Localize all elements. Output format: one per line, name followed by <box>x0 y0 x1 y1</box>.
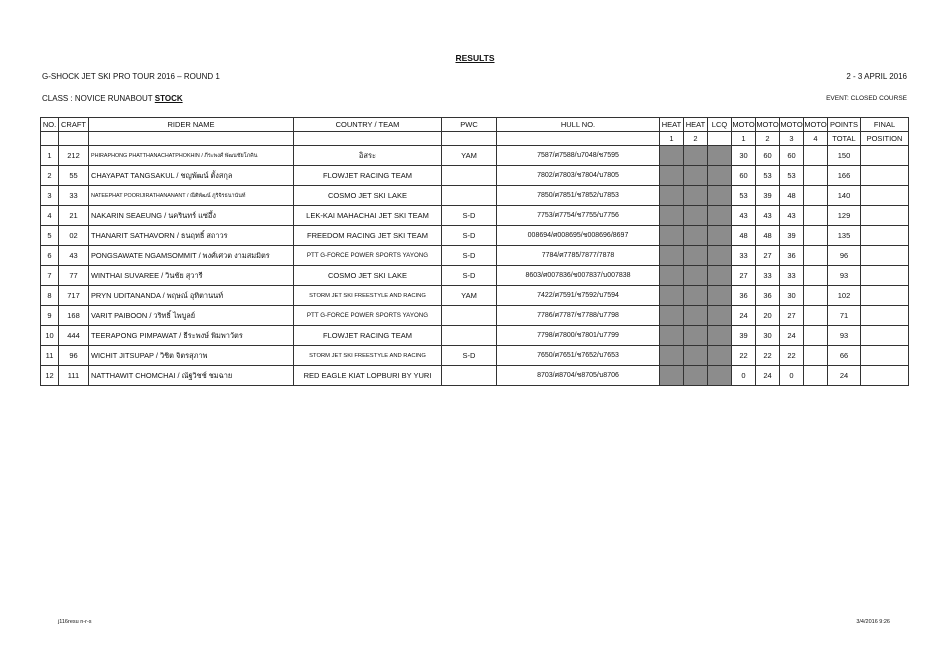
cell-moto1: 33 <box>732 246 756 266</box>
cell-points: 96 <box>828 246 861 266</box>
cell-final <box>861 226 909 246</box>
col-pwc: PWC <box>442 118 497 132</box>
cell-heat1 <box>660 226 684 246</box>
cell-moto2: 20 <box>756 306 780 326</box>
cell-country: LEK-KAI MAHACHAI JET SKI TEAM <box>294 206 442 226</box>
cell-heat2 <box>684 206 708 226</box>
cell-points: 71 <box>828 306 861 326</box>
cell-points: 135 <box>828 226 861 246</box>
cell-moto2: 24 <box>756 366 780 386</box>
cell-lcq <box>708 246 732 266</box>
cell-final <box>861 146 909 166</box>
cell-pwc <box>442 366 497 386</box>
col-moto1-sub: 1 <box>732 132 756 146</box>
cell-hull: 7786/ศ7787/ช7788/บ7798 <box>497 306 660 326</box>
page-title: RESULTS <box>455 53 495 63</box>
col-no-sub <box>41 132 59 146</box>
cell-craft: 77 <box>59 266 89 286</box>
cell-country: อิสระ <box>294 146 442 166</box>
cell-heat2 <box>684 186 708 206</box>
cell-moto2: 43 <box>756 206 780 226</box>
col-country: COUNTRY / TEAM <box>294 118 442 132</box>
col-rider-sub <box>89 132 294 146</box>
cell-moto1: 0 <box>732 366 756 386</box>
cell-moto1: 27 <box>732 266 756 286</box>
col-lcq: LCQ <box>708 118 732 132</box>
cell-rider: WICHIT JITSUPAP / วิชิต จิตรสุภาพ <box>89 346 294 366</box>
table-row <box>41 186 909 206</box>
cell-moto4 <box>804 326 828 346</box>
cell-points: 150 <box>828 146 861 166</box>
table-row <box>41 266 909 286</box>
col-no: NO. <box>41 118 59 132</box>
cell-moto4 <box>804 186 828 206</box>
cell-moto3: 36 <box>780 246 804 266</box>
cell-heat1 <box>660 166 684 186</box>
cell-moto3: 39 <box>780 226 804 246</box>
cell-lcq <box>708 186 732 206</box>
cell-rider: NATEEPHAT POORIJIRATHANANANT / ณีติพัฒน์ ภูริจิรธนานันท์ <box>89 186 294 206</box>
cell-lcq <box>708 346 732 366</box>
cell-craft: 168 <box>59 306 89 326</box>
cell-pwc <box>442 326 497 346</box>
cell-craft: 212 <box>59 146 89 166</box>
col-moto1: MOTO <box>732 118 756 132</box>
cell-lcq <box>708 286 732 306</box>
cell-pwc: S-D <box>442 206 497 226</box>
cell-moto1: 30 <box>732 146 756 166</box>
cell-moto3: 24 <box>780 326 804 346</box>
cell-moto1: 24 <box>732 306 756 326</box>
cell-moto4 <box>804 206 828 226</box>
cell-craft: 444 <box>59 326 89 346</box>
cell-country: STORM JET SKI FREESTYLE AND RACING <box>294 346 442 366</box>
cell-moto3: 22 <box>780 346 804 366</box>
cell-pwc: S-D <box>442 346 497 366</box>
table-row <box>41 166 909 186</box>
cell-moto2: 27 <box>756 246 780 266</box>
col-pwc-sub <box>442 132 497 146</box>
class-prefix: CLASS : NOVICE RUNABOUT <box>42 94 155 103</box>
cell-moto1: 48 <box>732 226 756 246</box>
cell-moto4 <box>804 246 828 266</box>
cell-heat1 <box>660 346 684 366</box>
table-row <box>41 346 909 366</box>
cell-moto4 <box>804 226 828 246</box>
cell-moto2: 36 <box>756 286 780 306</box>
cell-moto4 <box>804 366 828 386</box>
footer-file-ref: j116resu n-r-s <box>58 619 92 625</box>
cell-country: RED EAGLE KIAT LOPBURI BY YURI <box>294 366 442 386</box>
col-hull: HULL NO. <box>497 118 660 132</box>
class-stock: STOCK <box>154 94 183 103</box>
cell-hull: 7784/ศ7785/7877/7878 <box>497 246 660 266</box>
cell-no: 12 <box>41 366 59 386</box>
cell-country: FLOWJET RACING TEAM <box>294 166 442 186</box>
cell-points: 102 <box>828 286 861 306</box>
cell-no: 11 <box>41 346 59 366</box>
cell-hull: 8603/ศ007836/ช007837/บ007838 <box>497 266 660 286</box>
cell-lcq <box>708 146 732 166</box>
cell-craft: 55 <box>59 166 89 186</box>
cell-craft: 33 <box>59 186 89 206</box>
cell-moto2: 39 <box>756 186 780 206</box>
cell-lcq <box>708 306 732 326</box>
cell-lcq <box>708 266 732 286</box>
col-points-sub: TOTAL <box>828 132 861 146</box>
cell-no: 7 <box>41 266 59 286</box>
cell-heat1 <box>660 146 684 166</box>
col-hull-sub <box>497 132 660 146</box>
cell-heat1 <box>660 266 684 286</box>
col-lcq-sub <box>708 132 732 146</box>
table-row <box>41 306 909 326</box>
col-moto3-sub: 3 <box>780 132 804 146</box>
cell-pwc: S-D <box>442 266 497 286</box>
cell-craft: 02 <box>59 226 89 246</box>
cell-rider: THANARIT SATHAVORN / ธนฤทธิ์ สถาวร <box>89 226 294 246</box>
cell-points: 93 <box>828 266 861 286</box>
col-heat2-sub: 2 <box>684 132 708 146</box>
cell-rider: NAKARIN SEAEUNG / นครินทร์ แซ่อึ้ง <box>89 206 294 226</box>
cell-heat1 <box>660 286 684 306</box>
cell-craft: 96 <box>59 346 89 366</box>
col-craft-sub <box>59 132 89 146</box>
cell-pwc: S-D <box>442 246 497 266</box>
cell-rider: PHIRAPHONG PHATTHANACHATPHOKHIN / ภีระพงศ์ พัฒนชัยโภคิน <box>89 146 294 166</box>
cell-final <box>861 266 909 286</box>
event-date: 2 - 3 APRIL 2016 <box>846 72 907 81</box>
col-rider: RIDER NAME <box>89 118 294 132</box>
table-row <box>41 226 909 246</box>
cell-moto1: 53 <box>732 186 756 206</box>
cell-hull: 7802/ศ7803/ช7804/บ7805 <box>497 166 660 186</box>
cell-heat1 <box>660 206 684 226</box>
cell-moto2: 30 <box>756 326 780 346</box>
cell-heat2 <box>684 246 708 266</box>
cell-moto2: 53 <box>756 166 780 186</box>
cell-country: FREEDOM RACING JET SKI TEAM <box>294 226 442 246</box>
cell-country: STORM JET SKI FREESTYLE AND RACING <box>294 286 442 306</box>
class-label <box>42 94 183 103</box>
cell-points: 129 <box>828 206 861 226</box>
table-row <box>41 326 909 346</box>
cell-pwc: YAM <box>442 286 497 306</box>
cell-moto4 <box>804 346 828 366</box>
cell-lcq <box>708 226 732 246</box>
cell-no: 6 <box>41 246 59 266</box>
cell-hull: 7850/ศ7851/ช7852/บ7853 <box>497 186 660 206</box>
cell-pwc <box>442 166 497 186</box>
cell-hull: 7587/ศ7588/บ7048/ช7595 <box>497 146 660 166</box>
cell-moto3: 60 <box>780 146 804 166</box>
cell-heat1 <box>660 366 684 386</box>
cell-moto1: 60 <box>732 166 756 186</box>
cell-rider: CHAYAPAT TANGSAKUL / ชญพัฒน์ ตั้งสกุล <box>89 166 294 186</box>
cell-no: 8 <box>41 286 59 306</box>
col-points: POINTS <box>828 118 861 132</box>
cell-moto1: 43 <box>732 206 756 226</box>
footer-timestamp: 3/4/2016 9:26 <box>856 619 890 625</box>
cell-moto4 <box>804 166 828 186</box>
cell-heat1 <box>660 326 684 346</box>
col-moto2-sub: 2 <box>756 132 780 146</box>
cell-moto1: 39 <box>732 326 756 346</box>
cell-craft: 111 <box>59 366 89 386</box>
col-heat1: HEAT <box>660 118 684 132</box>
cell-moto2: 22 <box>756 346 780 366</box>
cell-craft: 717 <box>59 286 89 306</box>
cell-moto3: 30 <box>780 286 804 306</box>
cell-lcq <box>708 206 732 226</box>
cell-country: FLOWJET RACING TEAM <box>294 326 442 346</box>
cell-final <box>861 286 909 306</box>
col-final-sub: POSITION <box>861 132 909 146</box>
cell-lcq <box>708 366 732 386</box>
cell-moto1: 22 <box>732 346 756 366</box>
table-row <box>41 366 909 386</box>
cell-hull: 7753/ศ7754/ช7755/บ7756 <box>497 206 660 226</box>
cell-moto3: 0 <box>780 366 804 386</box>
cell-rider: NATTHAWIT CHOMCHAI / ณัฐวิชช์ ชมฉาย <box>89 366 294 386</box>
cell-heat1 <box>660 306 684 326</box>
cell-final <box>861 326 909 346</box>
cell-moto2: 60 <box>756 146 780 166</box>
cell-rider: VARIT PAIBOON / วริทธิ์ ไพบูลย์ <box>89 306 294 326</box>
cell-heat2 <box>684 346 708 366</box>
cell-no: 9 <box>41 306 59 326</box>
cell-no: 10 <box>41 326 59 346</box>
cell-moto3: 43 <box>780 206 804 226</box>
cell-pwc: YAM <box>442 146 497 166</box>
cell-hull: 7650/ศ7651/ช7652/บ7653 <box>497 346 660 366</box>
cell-lcq <box>708 326 732 346</box>
cell-final <box>861 166 909 186</box>
table-body <box>41 146 909 386</box>
col-moto4: MOTO <box>804 118 828 132</box>
cell-no: 5 <box>41 226 59 246</box>
cell-no: 1 <box>41 146 59 166</box>
cell-heat1 <box>660 186 684 206</box>
cell-hull: 7798/ศ7800/ช7801/บ7799 <box>497 326 660 346</box>
table-row <box>41 146 909 166</box>
cell-country: PTT G-FORCE POWER SPORTS YAYONG <box>294 246 442 266</box>
col-moto3: MOTO <box>780 118 804 132</box>
cell-final <box>861 206 909 226</box>
cell-final <box>861 246 909 266</box>
results-table <box>40 117 909 386</box>
cell-moto4 <box>804 146 828 166</box>
cell-lcq <box>708 166 732 186</box>
cell-heat2 <box>684 266 708 286</box>
col-heat1-sub: 1 <box>660 132 684 146</box>
cell-craft: 21 <box>59 206 89 226</box>
cell-points: 93 <box>828 326 861 346</box>
cell-country: COSMO JET SKI LAKE <box>294 186 442 206</box>
cell-hull: 008694/ศ008695/ช008696/8697 <box>497 226 660 246</box>
cell-pwc <box>442 186 497 206</box>
event-status: EVENT: CLOSED COURSE <box>826 95 907 102</box>
cell-hull: 8703/ศ8704/ช8705/บ8706 <box>497 366 660 386</box>
cell-moto2: 33 <box>756 266 780 286</box>
cell-heat2 <box>684 306 708 326</box>
cell-hull: 7422/ศ7591/ช7592/บ7594 <box>497 286 660 306</box>
table-row <box>41 246 909 266</box>
col-moto4-sub: 4 <box>804 132 828 146</box>
col-final: FINAL <box>861 118 909 132</box>
cell-rider: PONGSAWATE NGAMSOMMIT / พงศ์เศวต งามสมมิตร <box>89 246 294 266</box>
cell-final <box>861 366 909 386</box>
col-country-sub <box>294 132 442 146</box>
cell-moto3: 33 <box>780 266 804 286</box>
cell-craft: 43 <box>59 246 89 266</box>
cell-moto4 <box>804 266 828 286</box>
table-header <box>41 118 909 146</box>
cell-no: 4 <box>41 206 59 226</box>
cell-moto3: 27 <box>780 306 804 326</box>
cell-rider: TEERAPONG PIMPAWAT / ธีระพงษ์ พิมพาวัตร <box>89 326 294 346</box>
cell-moto4 <box>804 286 828 306</box>
cell-no: 3 <box>41 186 59 206</box>
cell-pwc: S-D <box>442 226 497 246</box>
cell-no: 2 <box>41 166 59 186</box>
cell-heat2 <box>684 366 708 386</box>
table-row <box>41 206 909 226</box>
cell-points: 24 <box>828 366 861 386</box>
cell-heat2 <box>684 326 708 346</box>
col-craft: CRAFT <box>59 118 89 132</box>
cell-heat2 <box>684 286 708 306</box>
cell-moto1: 36 <box>732 286 756 306</box>
cell-moto3: 48 <box>780 186 804 206</box>
cell-final <box>861 186 909 206</box>
event-name: G-SHOCK JET SKI PRO TOUR 2016 – ROUND 1 <box>42 72 220 81</box>
cell-rider: PRYN UDITANANDA / พฤษณ์ อุทิตานนท์ <box>89 286 294 306</box>
table-row <box>41 286 909 306</box>
cell-moto2: 48 <box>756 226 780 246</box>
cell-rider: WINTHAI SUVAREE / วินชัย สุวารี <box>89 266 294 286</box>
cell-points: 66 <box>828 346 861 366</box>
cell-moto4 <box>804 306 828 326</box>
cell-heat2 <box>684 166 708 186</box>
cell-pwc <box>442 306 497 326</box>
cell-heat2 <box>684 226 708 246</box>
cell-points: 140 <box>828 186 861 206</box>
cell-heat1 <box>660 246 684 266</box>
cell-moto3: 53 <box>780 166 804 186</box>
cell-country: COSMO JET SKI LAKE <box>294 266 442 286</box>
col-heat2: HEAT <box>684 118 708 132</box>
cell-country: PTT G-FORCE POWER SPORTS YAYONG <box>294 306 442 326</box>
cell-heat2 <box>684 146 708 166</box>
cell-final <box>861 346 909 366</box>
cell-final <box>861 306 909 326</box>
col-moto2: MOTO <box>756 118 780 132</box>
cell-points: 166 <box>828 166 861 186</box>
